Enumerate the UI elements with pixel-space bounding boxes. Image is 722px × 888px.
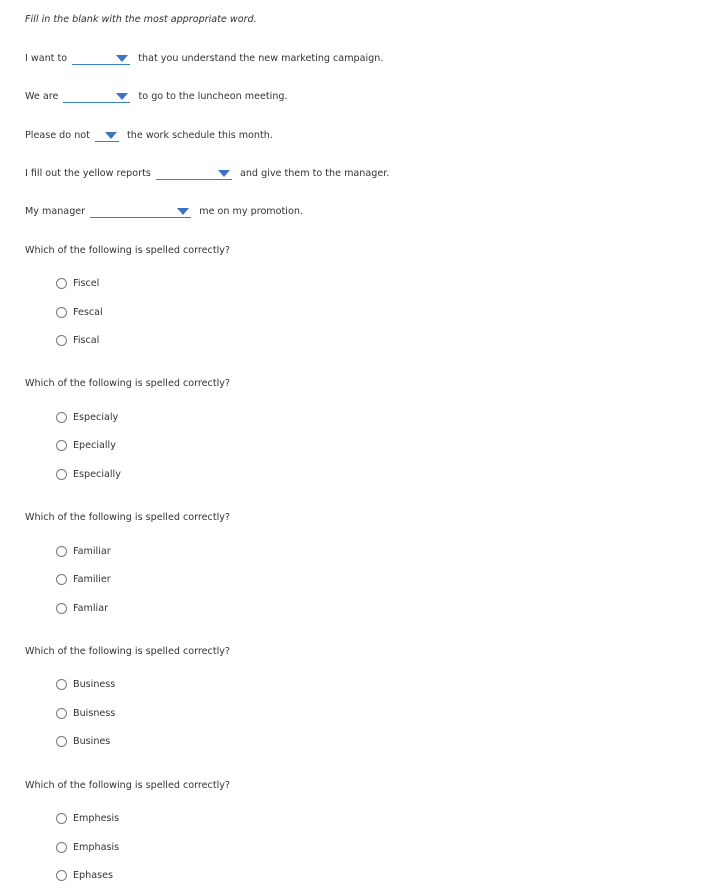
radio-button[interactable] (56, 813, 67, 824)
sentence-after: and give them to the manager. (239, 168, 390, 179)
chevron-down-icon (105, 132, 117, 139)
radio-button[interactable] (56, 412, 67, 423)
sentence-before: We are (25, 91, 59, 102)
blank-dropdown-1[interactable] (72, 52, 130, 65)
chevron-down-icon (218, 170, 230, 177)
sentence-before: I want to (25, 53, 68, 64)
chevron-down-icon (116, 93, 128, 100)
blank-dropdown-2[interactable] (63, 90, 130, 103)
fill-blank-4 (25, 167, 389, 183)
fill-blank-2 (25, 90, 288, 106)
question-prompt: Which of the following is spelled correctly? (25, 245, 231, 256)
radio-button[interactable] (56, 278, 67, 289)
radio-button[interactable] (56, 603, 67, 614)
sentence-after: the work schedule this month. (127, 130, 273, 141)
question-prompt: Which of the following is spelled correctly? (25, 512, 231, 523)
sentence-before: Please do not (25, 130, 90, 141)
radio-button[interactable] (56, 546, 67, 557)
radio-button[interactable] (56, 679, 67, 690)
radio-button[interactable] (56, 335, 67, 346)
question-prompt: Which of the following is spelled correctly? (25, 780, 231, 791)
question-prompt: Which of the following is spelled correctly? (25, 646, 231, 657)
chevron-down-icon (116, 55, 128, 62)
blank-dropdown-3[interactable] (95, 129, 119, 142)
quiz-page: Fill in the blank with the most appropriate word. I want to that you understand the new marketing campaign. We are to go to the luncheon meeting. Please do not the work schedule this month. I fill out the yellow reports and give them to the manager. My manager me on my promotion. Which of the following is spelled correctly? Fiscel Fescal Fiscal Which of the following is spelled correctly? Especialy Epecially Especially Which of the following is spelled correctly? Familiar Familier Famliar Which of the following is spelled correctly? Business Buisness Busines Which of the following is spelled correctly? Emphesis Emphasis Ephases (25, 14, 390, 881)
sentence-before: My manager (25, 206, 86, 217)
radio-button[interactable] (56, 736, 67, 747)
sentence-before: I fill out the yellow reports (25, 168, 151, 179)
radio-button[interactable] (56, 708, 67, 719)
question-prompt: Which of the following is spelled correctly? (25, 378, 231, 389)
sentence-after: to go to the luncheon meeting. (138, 91, 288, 102)
sentence-after: me on my promotion. (199, 206, 303, 217)
radio-button[interactable] (56, 574, 67, 585)
radio-button[interactable] (56, 307, 67, 318)
blank-dropdown-5[interactable] (90, 205, 191, 218)
sentence-after: that you understand the new marketing campaign. (138, 53, 384, 64)
instruction-text: Fill in the blank with the most appropriate word. (25, 14, 257, 25)
fill-blank-1 (25, 52, 383, 68)
radio-button[interactable] (56, 440, 67, 451)
blank-dropdown-4[interactable] (156, 167, 232, 180)
fill-blank-5 (25, 205, 303, 221)
fill-blank-3 (25, 129, 273, 145)
radio-button[interactable] (56, 842, 67, 853)
radio-button[interactable] (56, 870, 67, 881)
radio-button[interactable] (56, 469, 67, 480)
chevron-down-icon (177, 208, 189, 215)
